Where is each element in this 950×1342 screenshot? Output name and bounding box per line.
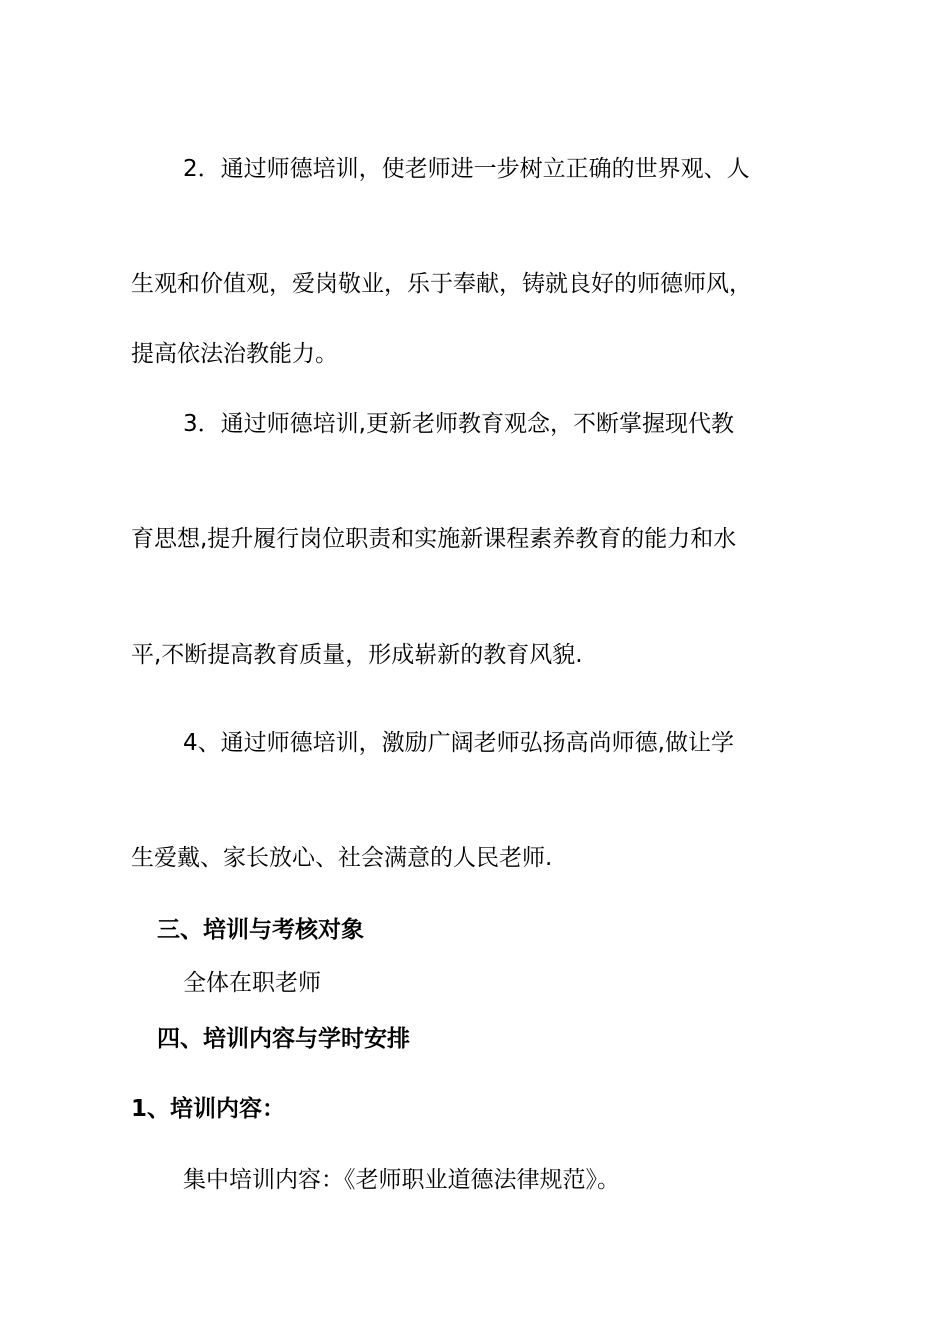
section-heading-3: 三、培训与考核对象	[157, 917, 364, 943]
paragraph-3-line-2: 育思想,提升履行岗位职责和实施新课程素养教育的能力和水	[131, 526, 737, 552]
section-heading-4: 四、培训内容与学时安排	[157, 1026, 410, 1052]
paragraph-4-line-1: 4、通过师德培训，激励广阔老师弘扬高尚师德,做让学	[183, 730, 734, 756]
paragraph-2-line-3: 提高依法治教能力。	[131, 341, 338, 367]
paragraph-3-line-1: 3．通过师德培训,更新老师教育观念，不断掌握现代教	[183, 411, 734, 437]
paragraph-3-line-3: 平,不断提高教育质量，形成崭新的教育风貌.	[131, 642, 583, 668]
paragraph-2-line-2: 生观和价值观，爱岗敬业，乐于奉献，铸就良好的师德师风，	[131, 271, 752, 297]
paragraph-2-line-1: 2．通过师德培训，使老师进一步树立正确的世界观、人	[183, 156, 750, 182]
subsection-heading-1: 1、培训内容：	[131, 1096, 286, 1122]
subsection-1-body: 集中培训内容：《老师职业道德法律规范》。	[183, 1167, 620, 1193]
section-3-body: 全体在职老师	[183, 970, 321, 996]
paragraph-4-line-2: 生爱戴、家长放心、社会满意的人民老师.	[131, 845, 553, 871]
